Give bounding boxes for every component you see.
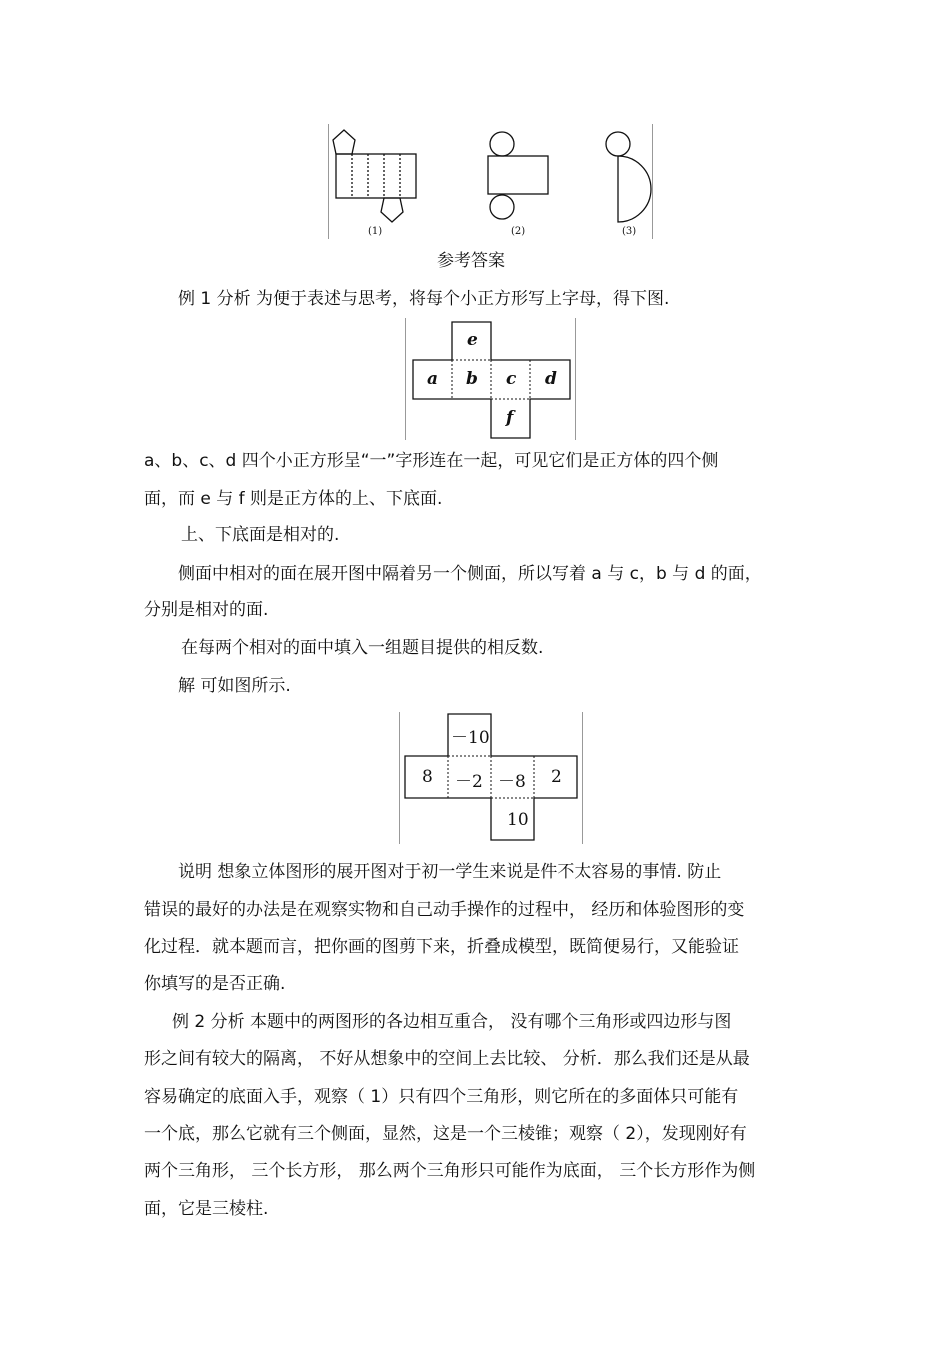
answer-heading: 参考答案 [437, 251, 505, 271]
top-figure-nets [328, 124, 653, 239]
text-line: a、b、c、d 四个小正方形呈“一”字形连在一起，可见它们是正方体的四个侧 [144, 451, 719, 471]
text-line: 侧面中相对的面在展开图中隔着另一个侧面，所以写着 a 与 c，b 与 d 的面， [178, 564, 762, 584]
letter-net-figure [405, 318, 576, 440]
figure-label-2: (2) [511, 226, 526, 237]
text-line: 在每两个相对的面中填入一组题目提供的相反数. [181, 638, 544, 658]
net-2-shape [488, 132, 548, 219]
net-1-shape [333, 130, 416, 222]
net-letter-a: a [427, 369, 439, 389]
net-letter-d: d [545, 369, 557, 389]
net-number-1: 8 [422, 767, 433, 787]
text-line: 上、下底面是相对的. [181, 525, 340, 545]
figure-label-3: (3) [622, 226, 637, 237]
net-number-3: －8 [498, 772, 526, 792]
net-number-bottom: 10 [507, 810, 529, 830]
text-line: 两个三角形， 三个长方形， 那么两个三角形只可能作为底面， 三个长方形作为侧 [144, 1161, 756, 1181]
text-line: 错误的最好的办法是在观察实物和自己动手操作的过程中， 经历和体验图形的变 [144, 900, 745, 920]
text-line: 容易确定的底面入手，观察（ 1）只有四个三角形，则它所在的多面体只可能有 [144, 1087, 739, 1107]
text-line: 面，它是三棱柱. [144, 1199, 269, 1219]
text-line: 你填写的是否正确. [144, 974, 286, 994]
example2-line: 例 2 分析 本题中的两图形的各边相互重合， 没有哪个三角形或四边形与图 [172, 1012, 732, 1032]
text-line: 分别是相对的面. [144, 600, 269, 620]
text-line: 一个底，那么它就有三个侧面，显然，这是一个三棱锥；观察（ 2），发现刚好有 [144, 1124, 747, 1144]
net-letter-e: e [467, 330, 478, 350]
net-letter-b: b [466, 369, 478, 389]
net-number-2: －2 [455, 772, 483, 792]
net-number-top: －10 [451, 728, 490, 748]
solution-line: 解 可如图所示. [178, 676, 291, 696]
nets-drawing [328, 124, 653, 239]
net-letter-c: c [506, 369, 517, 389]
text-line: 面，而 e 与 f 则是正方体的上、下底面. [144, 489, 443, 509]
number-net-figure [399, 712, 583, 844]
net-3-shape [606, 132, 651, 222]
example1-analysis-line: 例 1 分析 为便于表述与思考，将每个小正方形写上字母，得下图. [178, 289, 670, 309]
net-letter-f: f [506, 408, 514, 428]
figure-label-1: (1) [368, 226, 383, 237]
text-line: 说明 想象立体图形的展开图对于初一学生来说是件不太容易的事情. 防止 [178, 862, 722, 882]
net-number-4: 2 [551, 767, 562, 787]
text-line: 形之间有较大的隔离， 不好从想象中的空间上去比较、 分析．那么我们还是从最 [144, 1049, 750, 1069]
text-line: 化过程．就本题而言，把你画的图剪下来，折叠成模型，既简便易行，又能验证 [144, 937, 739, 957]
